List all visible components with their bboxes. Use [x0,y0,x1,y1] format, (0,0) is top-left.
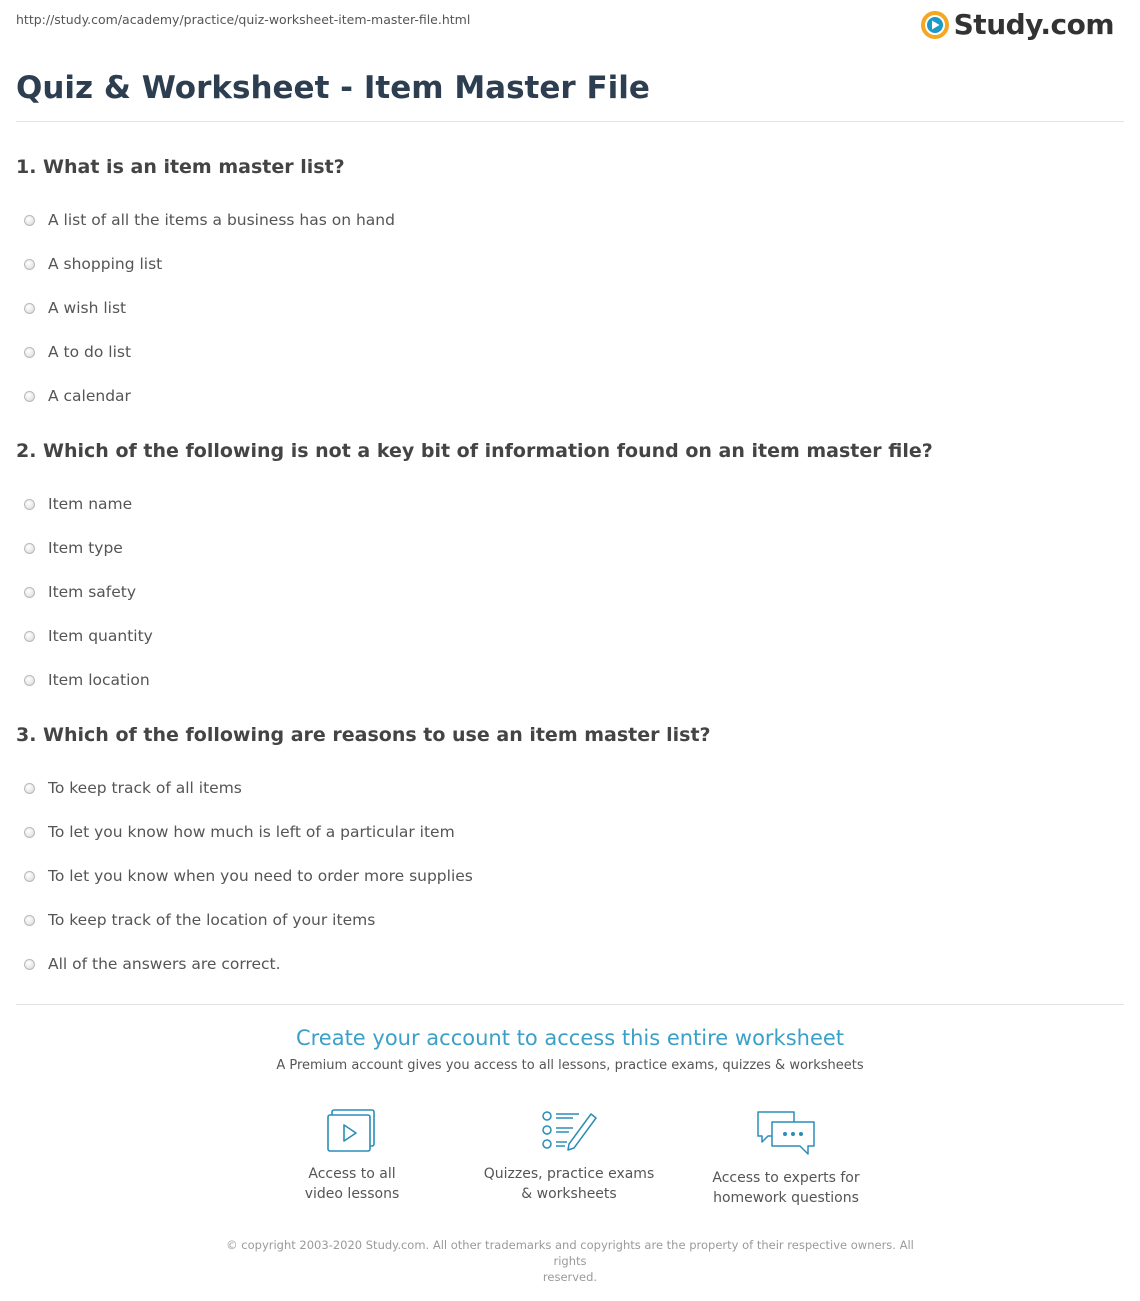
radio-button[interactable] [24,499,35,510]
quiz-checklist-icon [539,1108,599,1154]
divider [16,121,1124,122]
answer-label: A list of all the items a business has on hand [48,211,395,229]
answer-label: Item location [48,671,150,689]
radio-button[interactable] [24,215,35,226]
answer-option[interactable] [24,286,1116,330]
page-url: http://study.com/academy/practice/quiz-worksheet-item-master-file.html [16,12,471,27]
logo-text: Study.com [953,8,1114,41]
answer-option[interactable] [24,482,1116,526]
feature-label-line2: homework questions [713,1190,859,1206]
chat-bubbles-icon [754,1108,818,1158]
answer-option[interactable] [24,570,1116,614]
answer-label: To keep track of the location of your items [48,911,376,929]
divider [16,1004,1124,1005]
radio-button[interactable] [24,871,35,882]
answer-option[interactable] [24,330,1116,374]
answer-label: Item safety [48,583,137,601]
radio-button[interactable] [24,391,35,402]
feature-video-lessons [252,1108,452,1204]
study-logo-icon [920,10,950,40]
copyright-line2: reserved. [542,1270,598,1284]
radio-button[interactable] [24,259,35,270]
radio-button[interactable] [24,915,35,926]
radio-button[interactable] [24,347,35,358]
radio-button[interactable] [24,543,35,554]
question-text: 1. What is an item master list? [16,156,345,178]
feature-label-line2: & worksheets [521,1186,617,1202]
study-logo[interactable] [920,8,1114,41]
answer-option[interactable] [24,942,1116,986]
answer-option[interactable] [24,242,1116,286]
feature-label-line2: video lessons [304,1186,400,1202]
radio-button[interactable] [24,587,35,598]
question-3 [16,722,1116,986]
answer-option[interactable] [24,810,1116,854]
answer-label: A to do list [48,343,132,361]
feature-label-line1: Access to all [308,1166,396,1182]
answer-option[interactable] [24,658,1116,702]
answer-label: A calendar [48,387,131,405]
answer-label: A shopping list [48,255,163,273]
radio-button[interactable] [24,675,35,686]
question-text: 3. Which of the following are reasons to use an item master list? [16,724,711,746]
question-1 [16,154,1116,418]
answer-label: Item quantity [48,627,153,645]
video-lesson-icon [326,1108,378,1154]
answer-label: To let you know when you need to order more supplies [48,867,473,885]
radio-button[interactable] [24,783,35,794]
answer-label: Item type [48,539,123,557]
radio-button[interactable] [24,631,35,642]
create-account-link[interactable]: Create your account to access this entire worksheet [295,1026,845,1050]
answer-option[interactable] [24,374,1116,418]
cta-subheading: A Premium account gives you access to all lessons, practice exams, quizzes & worksheets [276,1058,864,1073]
answer-option[interactable] [24,766,1116,810]
answer-label: To let you know how much is left of a particular item [48,823,455,841]
answer-label: To keep track of all items [48,779,242,797]
answer-label: A wish list [48,299,127,317]
answer-label: All of the answers are correct. [48,955,281,973]
copyright [210,1237,930,1285]
feature-experts [686,1108,886,1208]
answer-option[interactable] [24,198,1116,242]
answer-option[interactable] [24,854,1116,898]
page-title: Quiz & Worksheet - Item Master File [16,70,650,106]
feature-label-line1: Quizzes, practice exams [483,1166,655,1182]
radio-button[interactable] [24,959,35,970]
feature-quizzes [469,1108,669,1204]
question-text: 2. Which of the following is not a key bit of information found on an item master file? [16,440,933,462]
radio-button[interactable] [24,827,35,838]
answer-option[interactable] [24,614,1116,658]
feature-label-line1: Access to experts for [712,1170,860,1186]
copyright-line1: © copyright 2003-2020 Study.com. All other trademarks and copyrights are the property of their respective owners. All rights [226,1238,914,1268]
radio-button[interactable] [24,303,35,314]
question-2 [16,438,1116,702]
answer-label: Item name [48,495,133,513]
answer-option[interactable] [24,526,1116,570]
answer-option[interactable] [24,898,1116,942]
